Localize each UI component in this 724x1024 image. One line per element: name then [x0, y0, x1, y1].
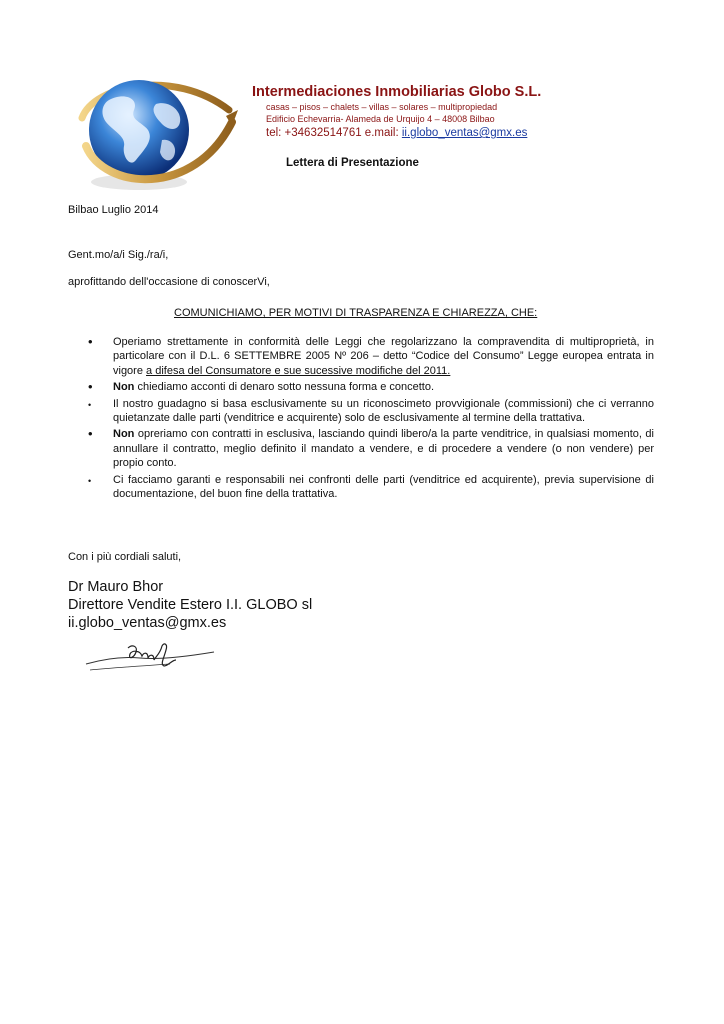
signature-block — [68, 578, 312, 632]
point-text: opreriamo con contratti in esclusiva, lasciando quindi libero/a la parte venditrice, in qualsiasi momento, di annullare il contratto, meglio definito il mandato a vendere, e di procedere a vendere (o non vendere) per propio conto. — [113, 428, 654, 470]
bullet-icon: • — [88, 426, 93, 442]
company-tagline: casas – pisos – chalets – villas – solares – multipropiedad — [266, 102, 498, 112]
company-contact — [266, 127, 527, 139]
phone-text: tel: +34632514761 e.mail: — [266, 127, 402, 139]
header-email-link[interactable]: ii.globo_ventas@gmx.es — [401, 127, 528, 139]
bullet-icon: • — [88, 334, 93, 349]
bullet-icon: • — [88, 399, 92, 410]
letter-opening: aprofittando dell'occasione di conoscerVi, — [68, 276, 270, 288]
point-text: chiediamo acconti di denaro sotto nessuna forma e concetto. — [134, 381, 435, 394]
list-item — [88, 427, 654, 470]
point-bold-text: Non — [113, 428, 135, 441]
list-item — [88, 397, 654, 426]
letter-date: Bilbao Luglio 2014 — [68, 204, 159, 216]
globe-logo-icon — [64, 70, 244, 200]
point-text: Il nostro guadagno si basa esclusivamente su un riconoscimeto provvigionale (commissioni) che ci verranno quietanzate dalle parti (venditrice e acquirente) solo de esclusivamente al termine della trattativa. — [113, 397, 654, 425]
point-bold-text: Non — [113, 381, 135, 394]
letter-headline: COMUNICHIAMO, PER MOTIVI DI TRASPARENZA E CHIAREZZA, CHE: — [174, 307, 538, 319]
point-text: Operiamo strettamente in conformità delle Leggi che regolarizzano la compravendita di multiproprietà, in particolare con il D.L. 6 SETTEMBRE 2005 Nº 206 – detto “Codice del Consumo” Legge europea entrata in vigore — [113, 336, 654, 377]
signer-email[interactable]: ii.globo_ventas@gmx.es — [68, 615, 227, 631]
points-list — [88, 335, 654, 503]
letter-closing: Con i più cordiali saluti, — [68, 551, 182, 563]
list-item — [88, 335, 654, 378]
list-item — [88, 473, 654, 502]
point-underlined-text: a difesa del Consumatore e sue sucessive modifiche del 2011. — [146, 364, 451, 377]
company-name: Intermediaciones Inmobiliarias Globo S.L. — [252, 84, 542, 100]
point-text: Ci facciamo garanti e responsabili nei confronti delle parti (venditrice ed acquirente), previa supervisione di documentazione, del buon fine della trattativa. — [113, 473, 654, 501]
list-item — [88, 380, 654, 394]
document-title: Lettera di Presentazione — [286, 157, 419, 169]
company-address: Edificio Echevarria- Alameda de Urquijo 4 – 48008 Bilbao — [266, 114, 495, 124]
handwritten-signature-icon — [80, 634, 220, 678]
signer-role: Direttore Vendite Estero I.I. GLOBO sl — [68, 597, 313, 613]
letter-greeting: Gent.mo/a/i Sig./ra/i, — [68, 249, 169, 261]
bullet-icon: • — [88, 475, 92, 486]
signer-name: Dr Mauro Bhor — [68, 579, 164, 595]
bullet-icon: • — [88, 379, 93, 395]
